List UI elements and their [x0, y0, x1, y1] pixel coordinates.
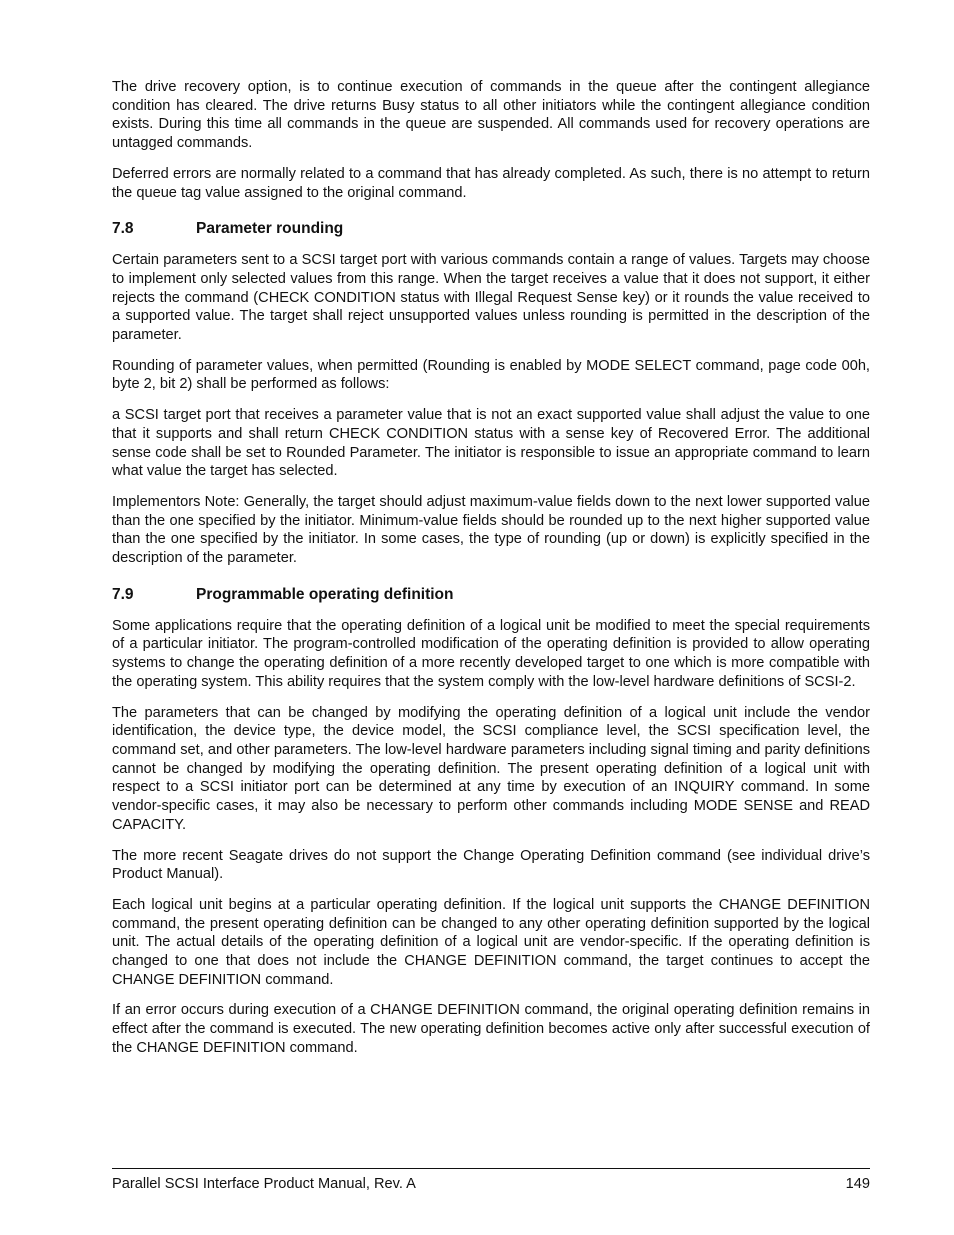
- paragraph: Certain parameters sent to a SCSI target port with various commands contain a range of values. Targets may choose to implement only selected values from this range. When the target receives a value that it does not support, it either rejects the command (CHECK CONDITION status with Illegal Request Sense key) or it rounds the value received to a supported value. The target shall reject unsupported values unless rounding is permitted in the description of the parameter.: [112, 252, 870, 344]
- paragraph: The parameters that can be changed by modifying the operating definition of a logical unit include the vendor identification, the device type, the device model, the SCSI compliance level, the SCSI specification level, the command set, and other parameters. The low-level hardware parameters including signal timing and parity definitions cannot be changed by modifying the operating definition. The present operating definition of a logical unit with respect to a SCSI initiator port can be determined at any time by execution of an INQUIRY command. In some vendor-specific cases, it may also be necessary to perform other commands including MODE SENSE and READ CAPACITY.: [112, 704, 870, 833]
- section-number: 7.8: [112, 220, 134, 238]
- paragraph: Rounding of parameter values, when permitted (Rounding is enabled by MODE SELECT command, page code 00h, byte 2, bit 2) shall be performed as follows:: [112, 357, 870, 393]
- section-title: Parameter rounding: [196, 220, 344, 238]
- section-heading-7-8: [112, 219, 870, 238]
- section-title: Programmable operating definition: [196, 585, 454, 603]
- paragraph: a SCSI target port that receives a parameter value that is not an exact supported value shall adjust the value to one that it supports and shall return CHECK CONDITION status with a sense key of Recovered Error. The additional sense code shall be set to Rounded Parameter. The initiator is responsible to issue an appropriate command to learn what value the target has selected.: [112, 407, 870, 480]
- section-number: 7.9: [112, 585, 134, 603]
- page-footer: [112, 1175, 870, 1194]
- footer-divider: [112, 1168, 870, 1169]
- paragraph: Some applications require that the operating definition of a logical unit be modified to meet the special requirements of a particular initiator. The program-controlled modification of the operating definition is provided to allow operating systems to change the operating definition of a more recently developed target to one which is more compatible with the operating system. This ability requires that the system comply with the low-level hardware definitions of SCSI-2.: [112, 617, 870, 690]
- paragraph: Each logical unit begins at a particular operating definition. If the logical unit supports the CHANGE DEFINITION command, the present operating definition can be changed to any other operating definition supported by the logical unit. The actual details of the operating definition of a logical unit are vendor-specific. If the operating definition is changed to one that does not include the CHANGE DEFINITION command, the target continues to accept the CHANGE DEFINITION command.: [112, 896, 870, 988]
- paragraph: The drive recovery option, is to continue execution of commands in the queue after the contingent allegiance condition has cleared. The drive returns Busy status to all other initiators while the contingent allegiance condition exists. During this time all commands in the queue are suspended. All commands used for recovery operations are untagged commands.: [112, 79, 870, 152]
- page-number: 149: [845, 1176, 870, 1192]
- section-heading-7-9: [112, 585, 870, 604]
- paragraph: Implementors Note: Generally, the target should adjust maximum-value fields down to the next lower supported value than the one specified by the initiator. Minimum-value fields should be rounded up to the next higher supported value than the one specified by the initiator. In some cases, the type of rounding (up or down) is explicitly specified in the description of the parameter.: [112, 493, 870, 567]
- document-body: [112, 78, 870, 1058]
- paragraph: Deferred errors are normally related to a command that has already completed. As such, there is no attempt to return the queue tag value assigned to the original command.: [112, 165, 870, 201]
- footer-title: Parallel SCSI Interface Product Manual, Rev. A: [112, 1176, 416, 1192]
- paragraph: If an error occurs during execution of a CHANGE DEFINITION command, the original operating definition remains in effect after the command is executed. The new operating definition becomes active only after successful execution of the CHANGE DEFINITION command.: [112, 1002, 870, 1056]
- paragraph: The more recent Seagate drives do not support the Change Operating Definition command (see individual drive’s Product Manual).: [112, 847, 870, 883]
